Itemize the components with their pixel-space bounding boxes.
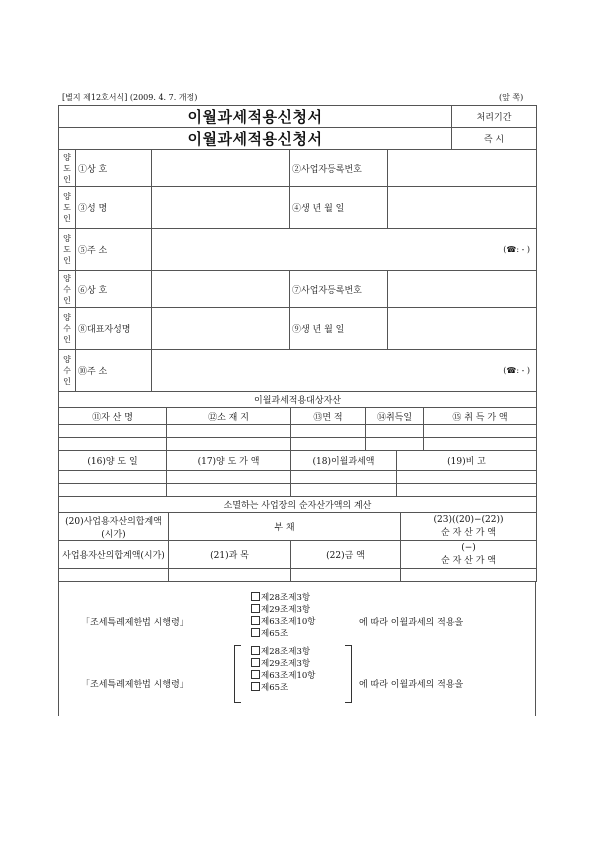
assets-table — [58, 391, 537, 451]
col-remarks: (19)비 고 — [397, 451, 537, 471]
form-title: 이월과세적용신청서 — [59, 106, 452, 128]
asset-cell[interactable] — [167, 471, 291, 484]
asset-cell[interactable] — [59, 438, 167, 451]
form-title-repeat: 이월과세적용신청서 — [59, 128, 452, 150]
assets-table-2 — [58, 450, 537, 497]
asset-cell[interactable] — [397, 484, 537, 497]
col-area: ⑬면 적 — [291, 408, 366, 425]
checkbox-icon[interactable] — [251, 658, 260, 667]
asset-cell[interactable] — [424, 425, 537, 438]
account-label: (21)과 목 — [169, 541, 291, 569]
transferee-name-label: ⑥상 호 — [76, 271, 152, 308]
net-asset-cell[interactable] — [169, 569, 291, 582]
law-section — [58, 582, 536, 716]
bracket-left — [234, 645, 241, 703]
transferor-person-label: ③성 명 — [76, 187, 152, 229]
net-asset-cell[interactable] — [401, 569, 537, 582]
amount-label: (22)금 액 — [291, 541, 401, 569]
checkbox-icon[interactable] — [251, 604, 260, 613]
checkbox-icon[interactable] — [251, 616, 260, 625]
asset-cell[interactable] — [291, 425, 366, 438]
option-art29[interactable]: 제29조제3항 — [251, 658, 315, 670]
transferor-name-field[interactable] — [152, 150, 290, 187]
business-assets-total-label-2: 사업용자산의합계액(시가) — [59, 541, 169, 569]
transferor-person-field[interactable] — [152, 187, 290, 229]
option-art65[interactable]: 제65조 — [251, 682, 315, 694]
asset-cell[interactable] — [59, 471, 167, 484]
asset-cell[interactable] — [366, 425, 424, 438]
asset-cell[interactable] — [167, 425, 291, 438]
net-assets-section-title: 소멸하는 사업장의 순자산가액의 계산 — [59, 497, 537, 513]
asset-cell[interactable] — [167, 438, 291, 451]
asset-cell[interactable] — [366, 438, 424, 451]
asset-cell[interactable] — [291, 438, 366, 451]
transferor-address-field[interactable]: (☎: - ) — [152, 229, 537, 271]
transferor-label: 양 도 인 — [59, 150, 76, 187]
transferee-rep-field[interactable] — [152, 308, 290, 350]
col-deferred-tax: (18)이월과세액 — [291, 451, 397, 471]
transferee-biz-no-field[interactable] — [388, 271, 537, 308]
transferee-address-field[interactable]: (☎: - ) — [152, 350, 537, 392]
net-assets-table — [58, 496, 537, 582]
transferor-birth-label: ④생 년 월 일 — [290, 187, 388, 229]
transferee-biz-no-label: ⑦사업자등록번호 — [290, 271, 388, 308]
law-options — [251, 592, 315, 640]
checkbox-icon[interactable] — [251, 592, 260, 601]
col-location: ⑫소 재 지 — [167, 408, 291, 425]
transferor-address-label: ⑤주 소 — [76, 229, 152, 271]
transferee-address-label: ⑩주 소 — [76, 350, 152, 392]
col-acq-price: ⑮ 취 득 가 액 — [424, 408, 537, 425]
liabilities-label: 부 채 — [169, 513, 401, 541]
checkbox-icon[interactable] — [251, 628, 260, 637]
page-side: (앞 쪽) — [499, 93, 524, 102]
transferor-label-3: 양 도 인 — [59, 229, 76, 271]
assets-section-title: 이월과세적용대상자산 — [59, 392, 537, 408]
transferor-name-label: ①상 호 — [76, 150, 152, 187]
transferor-birth-field[interactable] — [388, 187, 537, 229]
title-table — [58, 105, 537, 150]
processing-period-label: 처리기간 — [452, 106, 537, 128]
application-form — [58, 105, 536, 716]
checkbox-icon[interactable] — [251, 646, 260, 655]
law-reference-2: 「조세특례제한법 시행령」 — [81, 680, 189, 690]
form-number: [별지 제12호서식] (2009. 4. 7. 개정) — [62, 93, 198, 102]
net-asset-formula: (23)((20)−(22)) 순 자 산 가 액 — [401, 513, 537, 541]
asset-cell[interactable] — [291, 471, 397, 484]
option-art65[interactable]: 제65조 — [251, 628, 315, 640]
option-art29[interactable]: 제29조제3항 — [251, 604, 315, 616]
asset-cell[interactable] — [291, 484, 397, 497]
transferee-birth-field[interactable] — [388, 308, 537, 350]
option-art28[interactable]: 제28조제3항 — [251, 592, 315, 604]
transferee-rep-label: ⑧대표자성명 — [76, 308, 152, 350]
parties-table — [58, 149, 537, 392]
business-assets-total-label: (20)사업용자산의합계액(시가) — [59, 513, 169, 541]
col-acq-date: ⑭취득일 — [366, 408, 424, 425]
transferee-label-3: 양 수 인 — [59, 350, 76, 392]
law-tail-text-2: 에 따라 이월과세의 적용을 — [359, 680, 464, 690]
col-transfer-price: (17)양 도 가 액 — [167, 451, 291, 471]
net-asset-cell[interactable] — [59, 569, 169, 582]
net-asset-cell[interactable] — [291, 569, 401, 582]
checkbox-icon[interactable] — [251, 682, 260, 691]
net-asset-value: (−) 순 자 산 가 액 — [401, 541, 537, 569]
law-options-2 — [251, 646, 315, 694]
asset-cell[interactable] — [59, 425, 167, 438]
col-transfer-date: (16)양 도 일 — [59, 451, 167, 471]
asset-cell[interactable] — [167, 484, 291, 497]
transferee-label-2: 양 수 인 — [59, 308, 76, 350]
transferor-biz-no-field[interactable] — [388, 150, 537, 187]
law-tail-text: 에 따라 이월과세의 적용을 — [359, 618, 464, 628]
processing-period-value: 즉 시 — [452, 128, 537, 150]
asset-cell[interactable] — [424, 438, 537, 451]
transferee-birth-label: ⑨생 년 월 일 — [290, 308, 388, 350]
col-asset-name: ⑪자 산 명 — [59, 408, 167, 425]
asset-cell[interactable] — [397, 471, 537, 484]
transferor-label-2: 양 도 인 — [59, 187, 76, 229]
transferee-label: 양 수 인 — [59, 271, 76, 308]
option-art63[interactable]: 제63조제10항 — [251, 616, 315, 628]
transferee-name-field[interactable] — [152, 271, 290, 308]
bracket-right — [345, 645, 352, 703]
option-art63[interactable]: 제63조제10항 — [251, 670, 315, 682]
option-art28[interactable]: 제28조제3항 — [251, 646, 315, 658]
asset-cell[interactable] — [59, 484, 167, 497]
checkbox-icon[interactable] — [251, 670, 260, 679]
law-reference: 「조세특례제한법 시행령」 — [81, 618, 189, 628]
transferor-biz-no-label: ②사업자등록번호 — [290, 150, 388, 187]
